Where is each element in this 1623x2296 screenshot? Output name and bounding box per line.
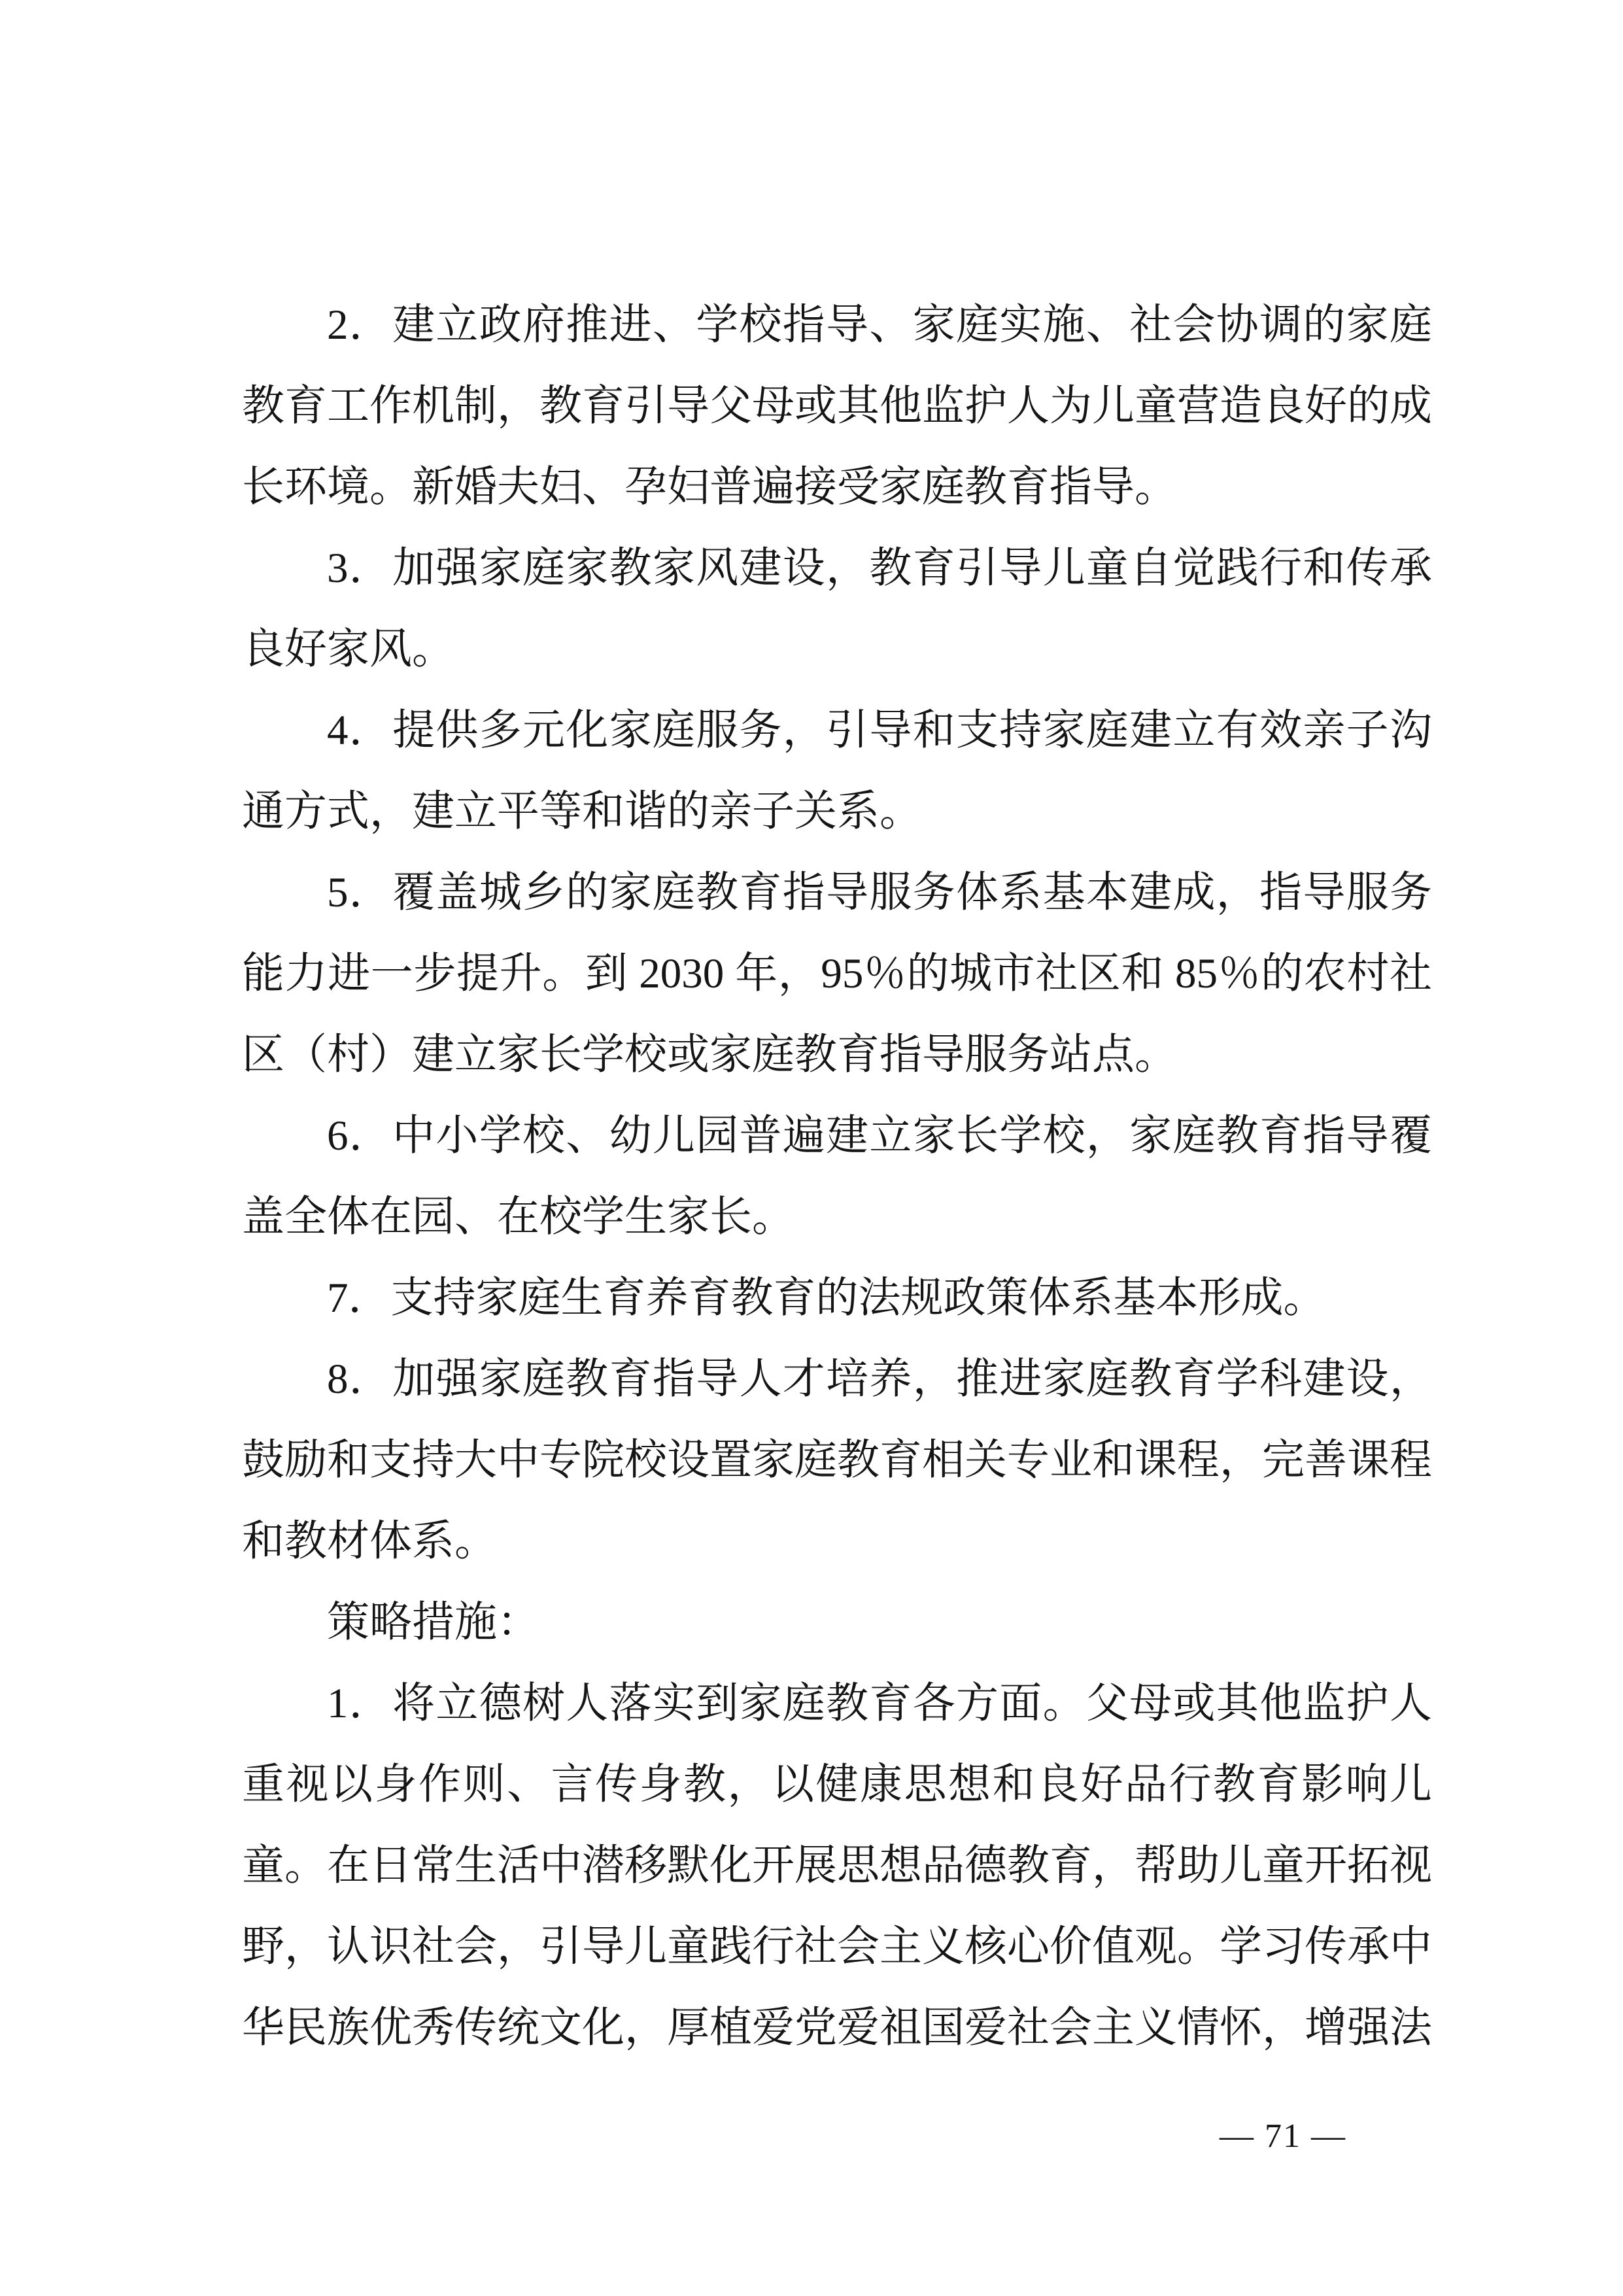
paragraph-5: 6．中小学校、幼儿园普遍建立家长学校，家庭教育指导覆盖全体在园、在校学生家长。 [242,1112,1432,1241]
paragraph-7: 8．加强家庭教育指导人才培养，推进家庭教育学科建设，鼓励和支持大中专院校设置家庭教育相关专业和课程，完善课程和教材体系。 [242,1356,1433,1565]
document-body [242,284,1432,2068]
paragraph-4: 5．覆盖城乡的家庭教育指导服务体系基本建成，指导服务能力进一步提升。到 2030 年，95％的城市社区和 85％的农村社区（村）建立家长学校或家庭教育指导服务站点。 [242,869,1432,1078]
paragraph-1: 2．建立政府推进、学校指导、家庭实施、社会协调的家庭教育工作机制，教育引导父母或其他监护人为儿童营造良好的成长环境。新婚夫妇、孕妇普遍接受家庭教育指导。 [242,301,1433,511]
paragraph-2: 3．加强家庭家教家风建设，教育引导儿童自觉践行和传承良好家风。 [242,545,1432,673]
paragraph-6: 7．支持家庭生育养育教育的法规政策体系基本形成。 [327,1275,1326,1322]
paragraph-9: 1．将立德树人落实到家庭教育各方面。父母或其他监护人重视以身作则、言传身教，以健康思想和良好品行教育影响儿童。在日常生活中潜移默化开展思想品德教育，帮助儿童开拓视野，认识社会，引导儿童践行社会主义核心价值观。学习传承中华民族优秀传统文化，厚植爱党爱祖国爱社会主义情怀，增强法 [242,1680,1433,2051]
page-number: — 71 — [1220,2117,1346,2155]
paragraph-8: 策略措施： [327,1599,540,1646]
page-footer [1180,2078,1346,2194]
paragraph-3: 4．提供多元化家庭服务，引导和支持家庭建立有效亲子沟通方式，建立平等和谐的亲子关系。 [242,707,1432,835]
